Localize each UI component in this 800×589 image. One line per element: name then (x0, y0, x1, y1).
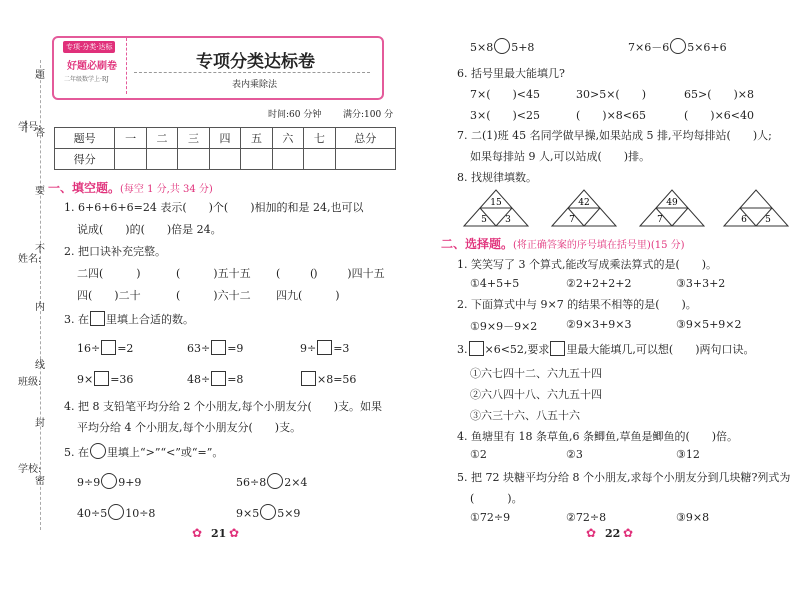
pattern-triangles (462, 186, 792, 230)
c2-prompt: 2. 下面算式中与 9×7 的结果不相等的是( )。 (457, 298, 697, 311)
answer-box (90, 311, 105, 326)
score-cell[interactable] (272, 149, 303, 170)
c1-option: ③3+3+2 (676, 277, 726, 290)
palm-icon: ✿ (586, 526, 597, 540)
q3-lhs: 48÷ (187, 373, 211, 386)
q5-item (77, 473, 141, 489)
tri4-right: 5 (765, 215, 771, 225)
c2-option: ③9×5+9×2 (676, 318, 742, 331)
score-cell[interactable] (241, 149, 272, 170)
name-label: 姓名: (18, 254, 42, 265)
q5-lhs: 40÷5 (77, 507, 108, 520)
q3-item (77, 340, 133, 355)
tri1-left: 5 (481, 215, 487, 225)
palm-icon: ✿ (623, 526, 634, 540)
page-title: 专项分类达标卷 (196, 52, 315, 72)
full-score-label: 满分:100 分 (343, 110, 394, 120)
q5-item (236, 473, 307, 489)
answer-circle (90, 443, 106, 459)
score-cell[interactable] (304, 149, 335, 170)
answer-circle[interactable] (108, 504, 124, 520)
q1-line1: 1. 6+6+6+6=24 表示( )个( )相加的和是 24,也可以 (64, 201, 364, 214)
q4-line1: 4. 把 8 支铅笔平均分给 2 个小朋友,每个小朋友分( )支。如果 (64, 400, 383, 413)
student-no-blank (26, 121, 27, 133)
header-badge: 专项·分类·达标 (63, 41, 115, 53)
q5-pre: 5. 在 (64, 446, 89, 459)
c4-option: ③12 (676, 448, 700, 461)
tri2-top: 42 (578, 198, 590, 208)
q3-item (187, 340, 243, 355)
score-cell[interactable] (146, 149, 177, 170)
q2-item: ( )四十五 (310, 267, 385, 280)
q3-item (187, 371, 243, 386)
c2-option: ②9×3+9×3 (566, 318, 632, 331)
triangle-2 (552, 190, 616, 226)
c4-option: ①2 (470, 448, 487, 461)
score-cell[interactable] (209, 149, 240, 170)
score-row-label: 得分 (55, 149, 115, 170)
q5-rhs: 9+9 (118, 476, 142, 489)
q2-item: 四( )二十 (77, 289, 141, 302)
compare-rhs: 5×6+6 (687, 41, 727, 54)
q6-item: 65>( )×8 (684, 88, 755, 101)
section1-heading (48, 179, 213, 196)
q8-prompt: 8. 找规律填数。 (457, 171, 537, 184)
q5-rhs: 10÷8 (125, 507, 156, 520)
cut-char: 封 (35, 418, 45, 429)
score-table-header (55, 128, 396, 149)
section1-title: 一、填空题。 (48, 181, 121, 195)
score-cell[interactable] (115, 149, 146, 170)
q4-line2: 平均分给 4 个小朋友,每个小朋友分( )支。 (77, 421, 302, 434)
header-brand: 好题必刷卷 (67, 61, 117, 72)
tri3-top: 49 (666, 198, 678, 208)
score-cell[interactable] (335, 149, 395, 170)
q3-rhs: =2 (117, 342, 134, 355)
q7-line2: 如果每排站 9 人,可以站成( )排。 (470, 150, 651, 163)
q5-post: 里填上“>”“<”或“=”。 (107, 446, 224, 459)
c3-mid: ×6<52,要求 (484, 343, 550, 356)
triangle-1 (464, 190, 528, 226)
c3-num: 3. (457, 343, 468, 356)
tri2-left: 7 (569, 215, 575, 225)
q6-item: 30>5×( ) (576, 88, 647, 101)
score-table (54, 127, 396, 170)
c1-prompt: 1. 笑笑写了 3 个算式,能改写成乘法算式的是( )。 (457, 258, 718, 271)
section2-title: 二、选择题。 (441, 237, 514, 251)
q3-rhs: =9 (227, 342, 244, 355)
compare-item (470, 38, 534, 54)
q3-post: 里填上合适的数。 (106, 313, 194, 326)
cut-char: 答 (35, 128, 45, 139)
answer-box[interactable] (211, 371, 226, 386)
cut-char: 题 (35, 70, 45, 81)
c3-option: ③六三十六、八五十六 (470, 409, 580, 422)
palm-icon: ✿ (192, 526, 203, 540)
cut-char: 要 (35, 186, 45, 197)
answer-box[interactable] (317, 340, 332, 355)
c4-prompt: 4. 鱼塘里有 18 条草鱼,6 条鲫鱼,草鱼是鲫鱼的( )倍。 (457, 430, 739, 443)
compare-lhs: 5×8 (470, 41, 494, 54)
q2-prompt: 2. 把口诀补充完整。 (64, 245, 166, 258)
header-grade: 二年级数学上·RJ (64, 76, 109, 83)
q3-item (300, 371, 356, 386)
tri4-left: 6 (741, 215, 747, 225)
section1-note: (每空 1 分,共 34 分) (120, 184, 213, 195)
c5-option: ③9×8 (676, 511, 710, 524)
c5-line1: 5. 把 72 块糖平均分给 8 个小朋友,求每个小朋友分到几块糖?列式为 (457, 471, 791, 484)
tri1-right: 3 (505, 215, 511, 225)
q2-item: ( )五十五 (176, 267, 251, 280)
q7-line1: 7. 二(1)班 45 名同学做早操,如果站成 5 排,平均每排站( )人; (457, 129, 772, 142)
triangle-3 (640, 190, 704, 226)
c3-option: ①六七四十二、六九五十四 (470, 367, 602, 380)
student-no-label: 学号: (18, 122, 42, 133)
palm-icon: ✿ (229, 526, 240, 540)
c3-prompt (457, 341, 755, 357)
q3-rhs: =3 (333, 342, 350, 355)
score-header-cell: 二 (146, 128, 177, 149)
q3-lhs: 9× (77, 373, 94, 386)
answer-box[interactable] (94, 371, 109, 386)
answer-box[interactable] (211, 340, 226, 355)
score-header-cell: 六 (272, 128, 303, 149)
q5-rhs: 5×9 (277, 507, 301, 520)
q6-item: ( )×6<40 (684, 109, 755, 122)
q1-line2: 说成( )的( )倍是 24。 (77, 223, 222, 236)
score-header-cell: 题号 (55, 128, 115, 149)
score-header-cell: 总分 (335, 128, 395, 149)
score-header-cell: 一 (115, 128, 146, 149)
c5-line2: ( )。 (470, 492, 523, 505)
q6-item: 3×( )<25 (470, 109, 541, 122)
school-label: 学校: (18, 464, 42, 475)
q3-rhs: ×8=56 (317, 373, 357, 386)
c3-option: ②六八四十八、六九五十四 (470, 388, 602, 401)
score-table-row (55, 149, 396, 170)
score-header-cell: 四 (209, 128, 240, 149)
c4-option: ②3 (566, 448, 583, 461)
score-header-cell: 三 (178, 128, 209, 149)
answer-circle[interactable] (670, 38, 686, 54)
q3-lhs: 9÷ (300, 342, 317, 355)
q5-item (236, 504, 300, 520)
q5-prompt (64, 443, 223, 460)
page-number-left: 21 (211, 527, 227, 540)
cut-char: 内 (35, 302, 45, 313)
q3-prompt (64, 311, 194, 327)
cut-char: 密 (35, 476, 45, 487)
score-header-cell: 七 (304, 128, 335, 149)
page-number-right: 22 (605, 527, 621, 540)
q3-rhs: =8 (227, 373, 244, 386)
answer-circle[interactable] (267, 473, 283, 489)
q3-item (77, 371, 133, 386)
c1-option: ①4+5+5 (470, 277, 520, 290)
tri1-top: 15 (490, 198, 502, 208)
page-subtitle: 表内乘除法 (232, 80, 278, 90)
answer-circle[interactable] (101, 473, 117, 489)
answer-box (550, 341, 565, 356)
q6-item: 7×( )<45 (470, 88, 541, 101)
time-label: 时间:60 分钟 (268, 110, 322, 120)
score-cell[interactable] (178, 149, 209, 170)
header-divider (134, 72, 370, 73)
q2-item: ( )六十二 (176, 289, 251, 302)
c3-end: 里最大能填几,可以想( )两句口诀。 (566, 343, 755, 356)
q6-prompt: 6. 括号里最大能填几? (457, 67, 565, 80)
section2-heading (441, 235, 685, 252)
compare-lhs: 7×6－6 (628, 41, 670, 54)
cut-char: 不 (35, 244, 45, 255)
compare-item (628, 38, 727, 55)
cut-char: 线 (35, 360, 45, 371)
answer-box[interactable] (301, 371, 316, 386)
c5-option: ①72÷9 (470, 511, 511, 524)
score-header-cell: 五 (241, 128, 272, 149)
q3-lhs: 16÷ (77, 342, 101, 355)
class-label: 班级: (18, 377, 42, 388)
answer-box (469, 341, 484, 356)
q6-item: ( )×8<65 (576, 109, 647, 122)
q3-item (300, 340, 349, 355)
c5-option: ②72÷8 (566, 511, 607, 524)
q5-lhs: 56÷8 (236, 476, 267, 489)
q5-item (77, 504, 155, 520)
answer-circle[interactable] (260, 504, 276, 520)
c2-option: ①9×9－9×2 (470, 320, 538, 333)
q5-lhs: 9×5 (236, 507, 260, 520)
q2-item: 四九( ) (276, 289, 340, 302)
q2-item: ( ) (276, 267, 318, 280)
triangle-4 (724, 190, 788, 226)
q3-pre: 3. 在 (64, 313, 89, 326)
q5-rhs: 2×4 (284, 476, 308, 489)
c1-option: ②2+2+2+2 (566, 277, 632, 290)
q3-rhs: =36 (110, 373, 134, 386)
answer-box[interactable] (101, 340, 116, 355)
q5-lhs: 9÷9 (77, 476, 101, 489)
answer-circle[interactable] (494, 38, 510, 54)
q2-item: 二四( ) (77, 267, 141, 280)
tri3-left: 7 (657, 215, 663, 225)
q3-lhs: 63÷ (187, 342, 211, 355)
section2-note: (将正确答案的序号填在括号里)(15 分) (513, 240, 685, 251)
compare-rhs: 5+8 (511, 41, 535, 54)
